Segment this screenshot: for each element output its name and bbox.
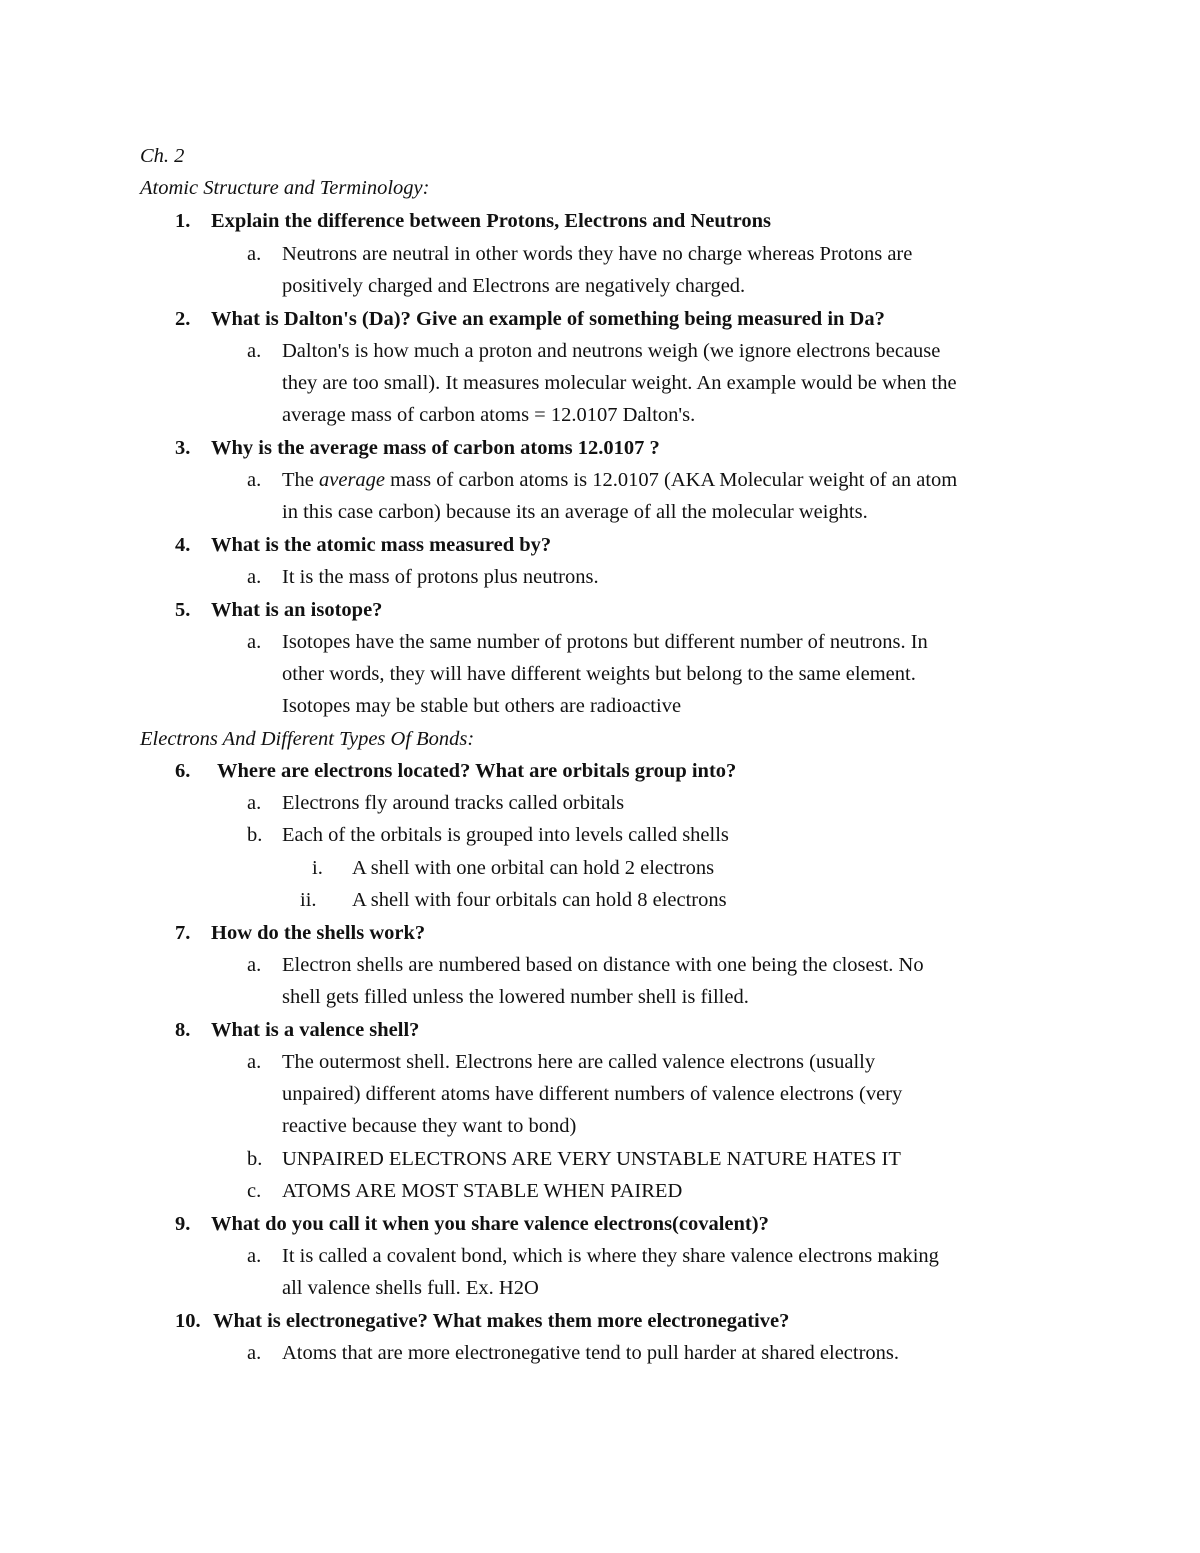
answer-text-emphasis: average — [319, 469, 386, 491]
section-heading-atomic-structure: Atomic Structure and Terminology: — [140, 177, 430, 199]
sub-answer-line: A shell with one orbital can hold 2 electrons — [352, 857, 715, 879]
question-text: Why is the average mass of carbon atoms 12.0107 ? — [211, 437, 660, 459]
answer-label: a. — [247, 243, 262, 265]
question-number: 5. — [175, 599, 191, 621]
answer-label: a. — [247, 792, 262, 814]
question-text: How do the shells work? — [211, 922, 426, 944]
answer-line: Neutrons are neutral in other words they have no charge whereas Protons are — [282, 243, 913, 265]
answer-line: average mass of carbon atoms = 12.0107 Dalton's. — [282, 404, 696, 426]
answer-line: they are too small). It measures molecular weight. An example would be when the — [282, 372, 957, 394]
answer-label: a. — [247, 1051, 262, 1073]
question-text: What is Dalton's (Da)? Give an example of something being measured in Da? — [211, 308, 885, 330]
answer-line: unpaired) different atoms have different numbers of valence electrons (very — [282, 1083, 903, 1105]
question-number: 7. — [175, 922, 191, 944]
question-text: What is the atomic mass measured by? — [211, 534, 552, 556]
answer-line: Electrons fly around tracks called orbitals — [282, 792, 625, 814]
answer-line: shell gets filled unless the lowered number shell is filled. — [282, 986, 749, 1008]
question-text: Explain the difference between Protons, Electrons and Neutrons — [211, 210, 771, 232]
answer-label: b. — [247, 1148, 263, 1170]
question-text: What is electronegative? What makes them more electronegative? — [213, 1310, 790, 1332]
question-number: 6. — [175, 760, 191, 782]
answer-label: a. — [247, 469, 262, 491]
question-number: 3. — [175, 437, 191, 459]
answer-line: Atoms that are more electronegative tend to pull harder at shared electrons. — [282, 1342, 900, 1364]
question-text: What do you call it when you share valence electrons(covalent)? — [211, 1213, 769, 1235]
answer-label: a. — [247, 566, 262, 588]
answer-line: Isotopes have the same number of protons but different number of neutrons. In — [282, 631, 928, 653]
answer-text-post: mass of carbon atoms is 12.0107 (AKA Molecular weight of an atom — [385, 469, 958, 491]
answer-label: a. — [247, 954, 262, 976]
answer-line: Dalton's is how much a proton and neutrons weigh (we ignore electrons because — [282, 340, 941, 362]
answer-text-pre: The — [282, 469, 319, 491]
question-text: What is a valence shell? — [211, 1019, 420, 1041]
answer-line: ATOMS ARE MOST STABLE WHEN PAIRED — [282, 1180, 683, 1202]
answer-label: a. — [247, 1342, 262, 1364]
answer-line: The outermost shell. Electrons here are called valence electrons (usually — [282, 1051, 876, 1073]
answer-line: UNPAIRED ELECTRONS ARE VERY UNSTABLE NATURE HATES IT — [282, 1148, 901, 1170]
answer-line: reactive because they want to bond) — [282, 1115, 577, 1137]
answer-label: a. — [247, 631, 262, 653]
question-number: 1. — [175, 210, 191, 232]
section-heading-electrons-bonds: Electrons And Different Types Of Bonds: — [140, 728, 475, 750]
answer-line: It is called a covalent bond, which is where they share valence electrons making — [282, 1245, 939, 1267]
sub-answer-label: i. — [312, 857, 323, 879]
answer-label: c. — [247, 1180, 262, 1202]
sub-answer-line: A shell with four orbitals can hold 8 electrons — [352, 889, 727, 911]
answer-line: positively charged and Electrons are negatively charged. — [282, 275, 746, 297]
chapter-label: Ch. 2 — [140, 145, 185, 167]
answer-line: Each of the orbitals is grouped into levels called shells — [282, 824, 729, 846]
question-number: 8. — [175, 1019, 191, 1041]
question-number: 9. — [175, 1213, 191, 1235]
question-number: 2. — [175, 308, 191, 330]
answer-line: all valence shells full. Ex. H2O — [282, 1277, 539, 1299]
answer-line: It is the mass of protons plus neutrons. — [282, 566, 599, 588]
answer-line: Isotopes may be stable but others are radioactive — [282, 695, 682, 717]
sub-answer-label: ii. — [300, 889, 317, 911]
question-text: What is an isotope? — [211, 599, 383, 621]
answer-label: a. — [247, 340, 262, 362]
answer-line: in this case carbon) because its an average of all the molecular weights. — [282, 501, 868, 523]
answer-line — [282, 467, 957, 493]
question-number: 10. — [175, 1310, 201, 1332]
answer-label: b. — [247, 824, 263, 846]
answer-line: Electron shells are numbered based on distance with one being the closest. No — [282, 954, 924, 976]
question-number: 4. — [175, 534, 191, 556]
answer-label: a. — [247, 1245, 262, 1267]
question-text: Where are electrons located? What are orbitals group into? — [217, 760, 737, 782]
answer-line: other words, they will have different weights but belong to the same element. — [282, 663, 916, 685]
